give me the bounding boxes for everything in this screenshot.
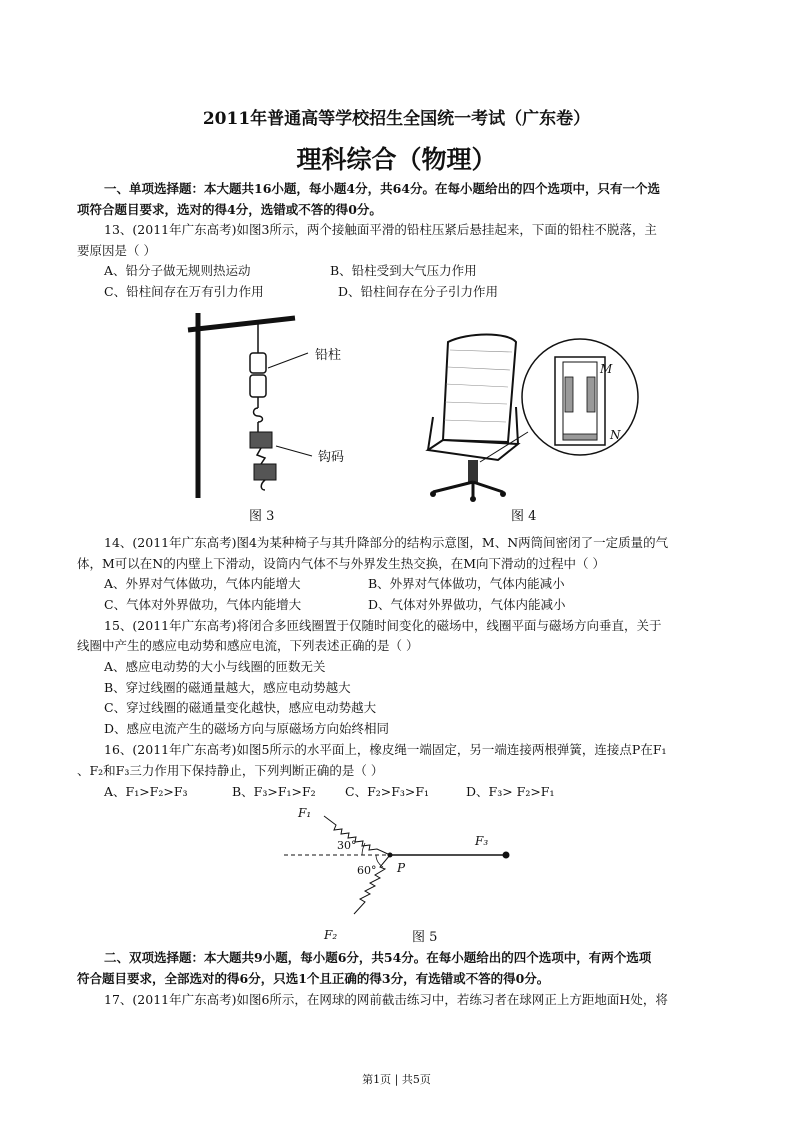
section2-heading-line1: 二、双项选择题：本大题共9小题，每小题6分，共54分。在每小题给出的四个选项中，有两个选项 [104, 950, 652, 965]
q15-stem-line2: 线圈中产生的感应电动势和感应电流，下列表述正确的是（ ） [77, 638, 419, 653]
fig3-label-lead: 铅柱 [315, 348, 342, 363]
q13-option-b: B、铅柱受到大气压力作用 [330, 263, 477, 278]
q14-option-c: C、气体对外界做功，气体内能增大 [104, 597, 302, 612]
q15-option-d: D、感应电流产生的磁场方向与原磁场方向始终相同 [104, 721, 390, 736]
fig5-label-angle-60: 60° [357, 864, 377, 877]
q14-option-d: D、气体对外界做功，气体内能减小 [368, 597, 566, 612]
fig3-label-hook-weight: 钩码 [318, 450, 345, 465]
q16-stem-line2: 、F₂和F₃三力作用下保持静止，下列判断正确的是（ ） [77, 763, 384, 778]
fig5-label-p: P [397, 861, 406, 875]
q13-option-c: C、铅柱间存在万有引力作用 [104, 284, 264, 299]
q16-stem-line1: 16、(2011年广东高考)如图5所示的水平面上，橡皮绳一端固定，另一端连接两根弹簧，连接点P在F₁ [104, 742, 667, 757]
fig5-caption: 图 5 [412, 930, 438, 945]
figure-4-chair [418, 322, 648, 502]
fig4-label-n: N [610, 428, 621, 442]
fig5-label-angle-30: 30° [337, 839, 357, 852]
page-title: 2011年普通高等学校招生全国统一考试（广东卷） [202, 109, 591, 129]
fig4-caption: 图 4 [511, 509, 537, 524]
q13-option-d: D、铅柱间存在分子引力作用 [338, 284, 499, 299]
fig4-label-m: M [600, 362, 613, 376]
page-footer: 第1页 | 共5页 [362, 1073, 431, 1086]
q13-stem-line2: 要原因是（ ） [77, 243, 156, 258]
q14-stem-line2: 体，M可以在N的内壁上下滑动，设筒内气体不与外界发生热交换，在M向下滑动的过程中（ ） [77, 556, 606, 571]
q15-option-b: B、穿过线圈的磁通量越大，感应电动势越大 [104, 680, 351, 695]
section2-heading-line2: 符合题目要求，全部选对的得6分，只选1个且正确的得3分，有选错或不答的得0分。 [77, 971, 550, 986]
fig5-label-f1: F₁ [298, 806, 312, 820]
fig3-caption: 图 3 [249, 509, 275, 524]
q13-stem-line1: 13、(2011年广东高考)如图3所示，两个接触面平滑的铅柱压紧后悬挂起来，下面的铅柱不脱落，主 [104, 222, 657, 237]
fig5-label-f2: F₂ [324, 928, 338, 942]
figure-3-lead-cylinders [180, 308, 400, 508]
fig5-label-f3: F₃ [475, 834, 489, 848]
q16-option-c: C、F₂>F₃>F₁ [345, 784, 430, 799]
q14-stem-line1: 14、(2011年广东高考)图4为某种椅子与其升降部分的结构示意图，M、N两筒间密闭了一定质量的气 [104, 535, 669, 550]
q15-option-a: A、感应电动势的大小与线圈的匝数无关 [104, 659, 326, 674]
q14-option-b: B、外界对气体做功，气体内能减小 [368, 576, 565, 591]
q15-option-c: C、穿过线圈的磁通量变化越快，感应电动势越大 [104, 700, 377, 715]
page-subtitle: 理科综合（物理） [296, 145, 497, 174]
q16-option-b: B、F₃>F₁>F₂ [232, 784, 316, 799]
q13-option-a: A、铅分子做无规则热运动 [104, 263, 251, 278]
q17-stem-line1: 17、(2011年广东高考)如图6所示，在网球的网前截击练习中，若练习者在球网正上方距地面H处，将 [104, 992, 668, 1007]
section1-heading-line1: 一、单项选择题：本大题共16小题，每小题4分，共64分。在每小题给出的四个选项中，只有一个选 [104, 181, 660, 196]
q16-option-d: D、F₃> F₂>F₁ [466, 784, 555, 799]
q16-option-a: A、F₁>F₂>F₃ [104, 784, 188, 799]
q14-option-a: A、外界对气体做功，气体内能增大 [104, 576, 301, 591]
section1-heading-line2: 项符合题目要求，选对的得4分，选错或不答的得0分。 [77, 202, 382, 217]
q15-stem-line1: 15、(2011年广东高考)将闭合多匝线圈置于仅随时间变化的磁场中，线圈平面与磁场方向垂直，关于 [104, 618, 662, 633]
